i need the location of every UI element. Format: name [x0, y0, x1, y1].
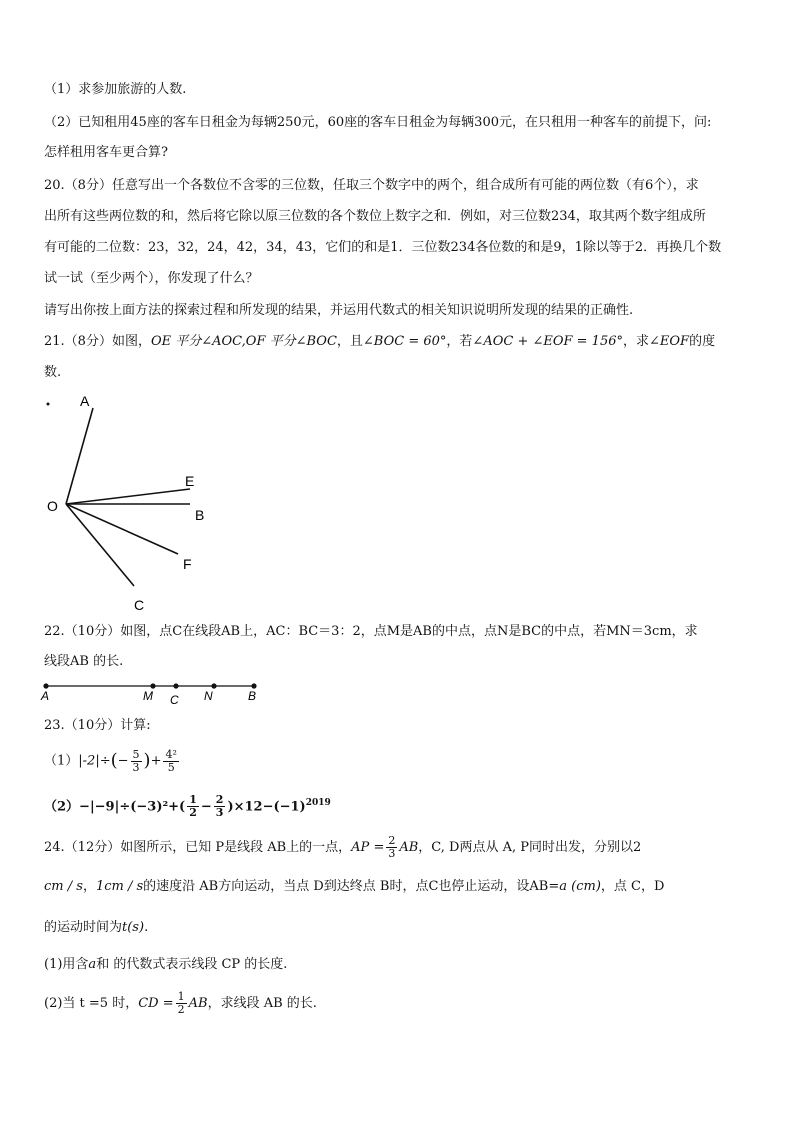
q21-line1 — [44, 332, 756, 352]
q24-unit1: cm / s — [44, 879, 83, 894]
q23-exponent: 2019 — [305, 798, 331, 808]
q24-line1-a: 24.（12分）如图所示，已知 P是线段 AB上的一点， — [44, 840, 352, 855]
q23-fraction-5-3: $\frac{5}{3}$ — [132, 747, 140, 774]
ray-oa — [66, 408, 93, 504]
q20-line3: 有可能的二位数：23，32，24，42，34，43，它们的和是1．三位数234各位数的和是9，1除以等于2．再换几个数 — [44, 240, 722, 255]
q23-paren-open: ( — [110, 750, 118, 771]
q24-line2-c: ，点 C，D — [600, 879, 665, 894]
q23-expr1-plus: + — [150, 753, 162, 769]
point-b — [251, 683, 256, 688]
ray-of — [66, 504, 178, 554]
label-b: B — [248, 689, 257, 703]
q23-expr1-label: （1） — [44, 753, 79, 769]
q24-line5-a: (2)当 t =5 时， — [44, 996, 139, 1011]
q23-fraction-2-3: $\frac{2}{3}$ — [215, 793, 224, 820]
q20-line2: 出所有这些两位数的和，然后将它除以原三位数的各个数位上数字之和．例如，对三位数234，取其两个数字组成所 — [44, 209, 706, 224]
q21-target-angle: ∠EOF — [649, 334, 690, 349]
q24-fraction-1-2: $\frac{1}{2}$ — [177, 990, 185, 1016]
q22-line2: 线段AB 的长. — [44, 654, 124, 669]
ray-oe — [66, 489, 190, 504]
q24-var-t: t(s) — [122, 920, 145, 935]
label-n: N — [204, 689, 213, 703]
ray-oc — [66, 504, 134, 586]
q23-paren-close: ) — [143, 750, 151, 771]
label-m: M — [143, 689, 153, 703]
q23-fraction-1-2: $\frac{1}{2}$ — [189, 793, 197, 820]
q24-unit2: 1cm / s — [95, 879, 144, 894]
q24-line3 — [44, 918, 756, 938]
q24-line1 — [44, 834, 756, 862]
q24-line4-a: (1)用含 — [44, 957, 89, 972]
q21-condition-sum: ∠AOC + ∠EOF = 156° — [472, 334, 623, 349]
q22-line1: 22.（10分）如图，点C在线段AB上，AC：BC＝3：2，点M是AB的中点，点N是BC的中点，若MN＝3cm，求 — [44, 624, 698, 639]
q19-part2-line2: 怎样租用客车更合算? — [44, 145, 168, 160]
q23-expr2-part-a: −|−9|÷(−3)²+( — [79, 799, 186, 815]
q23-title: 23.（10分）计算: — [44, 718, 151, 733]
q23-expr2-label: （2） — [44, 799, 80, 815]
q24-ap: AP = — [351, 840, 385, 855]
q24-fraction-2-3: $\frac{2}{3}$ — [388, 834, 396, 860]
point-a — [43, 683, 48, 688]
q24-line2-b: 的速度沿 AB方向运动，当点 D到达终点 B时，点C也停止运动，设AB= — [143, 879, 560, 894]
label-c: C — [170, 693, 179, 707]
label-f: F — [183, 556, 192, 572]
q20-line5: 请写出你按上面方法的探索过程和所发现的结果，并运用代数式的相关知识说明所发现的结果的正确性. — [44, 303, 634, 318]
q21-line2: 数. — [44, 365, 62, 380]
q24-line2 — [44, 877, 756, 897]
q23-expr2-part-b: )×12−(−1) — [227, 799, 306, 815]
q24-part2 — [44, 990, 756, 1018]
q21-mid2: ，若 — [446, 334, 473, 349]
label-a: A — [41, 689, 50, 703]
label-o: O — [47, 498, 58, 514]
q24-line1-b: ，C, D两点从 A, P同时出发，分别以2 — [418, 840, 642, 855]
q21-angle-figure — [30, 388, 230, 618]
q24-line3-a: 的运动时间为 — [44, 920, 123, 935]
q24-line2-a: ， — [82, 879, 96, 894]
q23-expr1 — [44, 748, 756, 775]
q24-var-a: a (cm) — [559, 879, 601, 894]
q21-condition-bisectors: OE 平分∠AOC,OF 平分∠BOC — [150, 334, 337, 349]
q23-minus-sign: − — [117, 753, 129, 769]
q20-line1: 20.（8分）任意写出一个各数位不含零的三位数，任取三个数字中的两个，组合成所有可能的两位数（有6个），求 — [44, 178, 699, 193]
label-a: A — [80, 393, 90, 409]
q21-suffix: 的度 — [689, 334, 716, 349]
q21-condition-boc: ∠BOC = 60° — [362, 334, 447, 349]
q24-ab: AB — [399, 840, 419, 855]
q19-part2-line1: （2）已知租用45座的客车日租金为每辆250元，60座的客车日租金为每辆300元，在只租用一种客车的前提下，问: — [44, 115, 712, 130]
label-c: C — [134, 597, 145, 613]
q23-fraction-16-5: $\frac{\text{4²}}{5}$ — [165, 747, 177, 774]
point-m — [150, 683, 155, 688]
q24-line4-b: 和 的代数式表示线段 CP 的长度. — [96, 957, 288, 972]
q23-expr1-abs: |-2|÷ — [78, 753, 111, 769]
q24-line3-b: . — [144, 920, 149, 935]
point-n — [211, 683, 216, 688]
q24-var-a2: a — [88, 957, 97, 972]
q22-segment-figure — [36, 680, 266, 710]
q24-part1 — [44, 955, 756, 975]
q23-expr2-minus: − — [200, 799, 212, 815]
q24-ab2: AB — [188, 996, 208, 1011]
q24-line5-b: ，求线段 AB 的长. — [207, 996, 317, 1011]
q21-mid1: ，且 — [336, 334, 363, 349]
q21-stray-dot — [47, 403, 50, 406]
point-c — [173, 683, 178, 688]
q21-mid3: ，求 — [623, 334, 650, 349]
q24-cd: CD = — [138, 996, 174, 1011]
q20-line4: 试一试（至少两个），你发现了什么？ — [44, 271, 259, 286]
q23-expr2 — [44, 790, 756, 820]
label-e: E — [185, 473, 195, 489]
q21-prefix: 21.（8分）如图， — [44, 334, 151, 349]
label-b: B — [195, 507, 205, 523]
q19-part1: （1）求参加旅游的人数. — [44, 82, 187, 97]
